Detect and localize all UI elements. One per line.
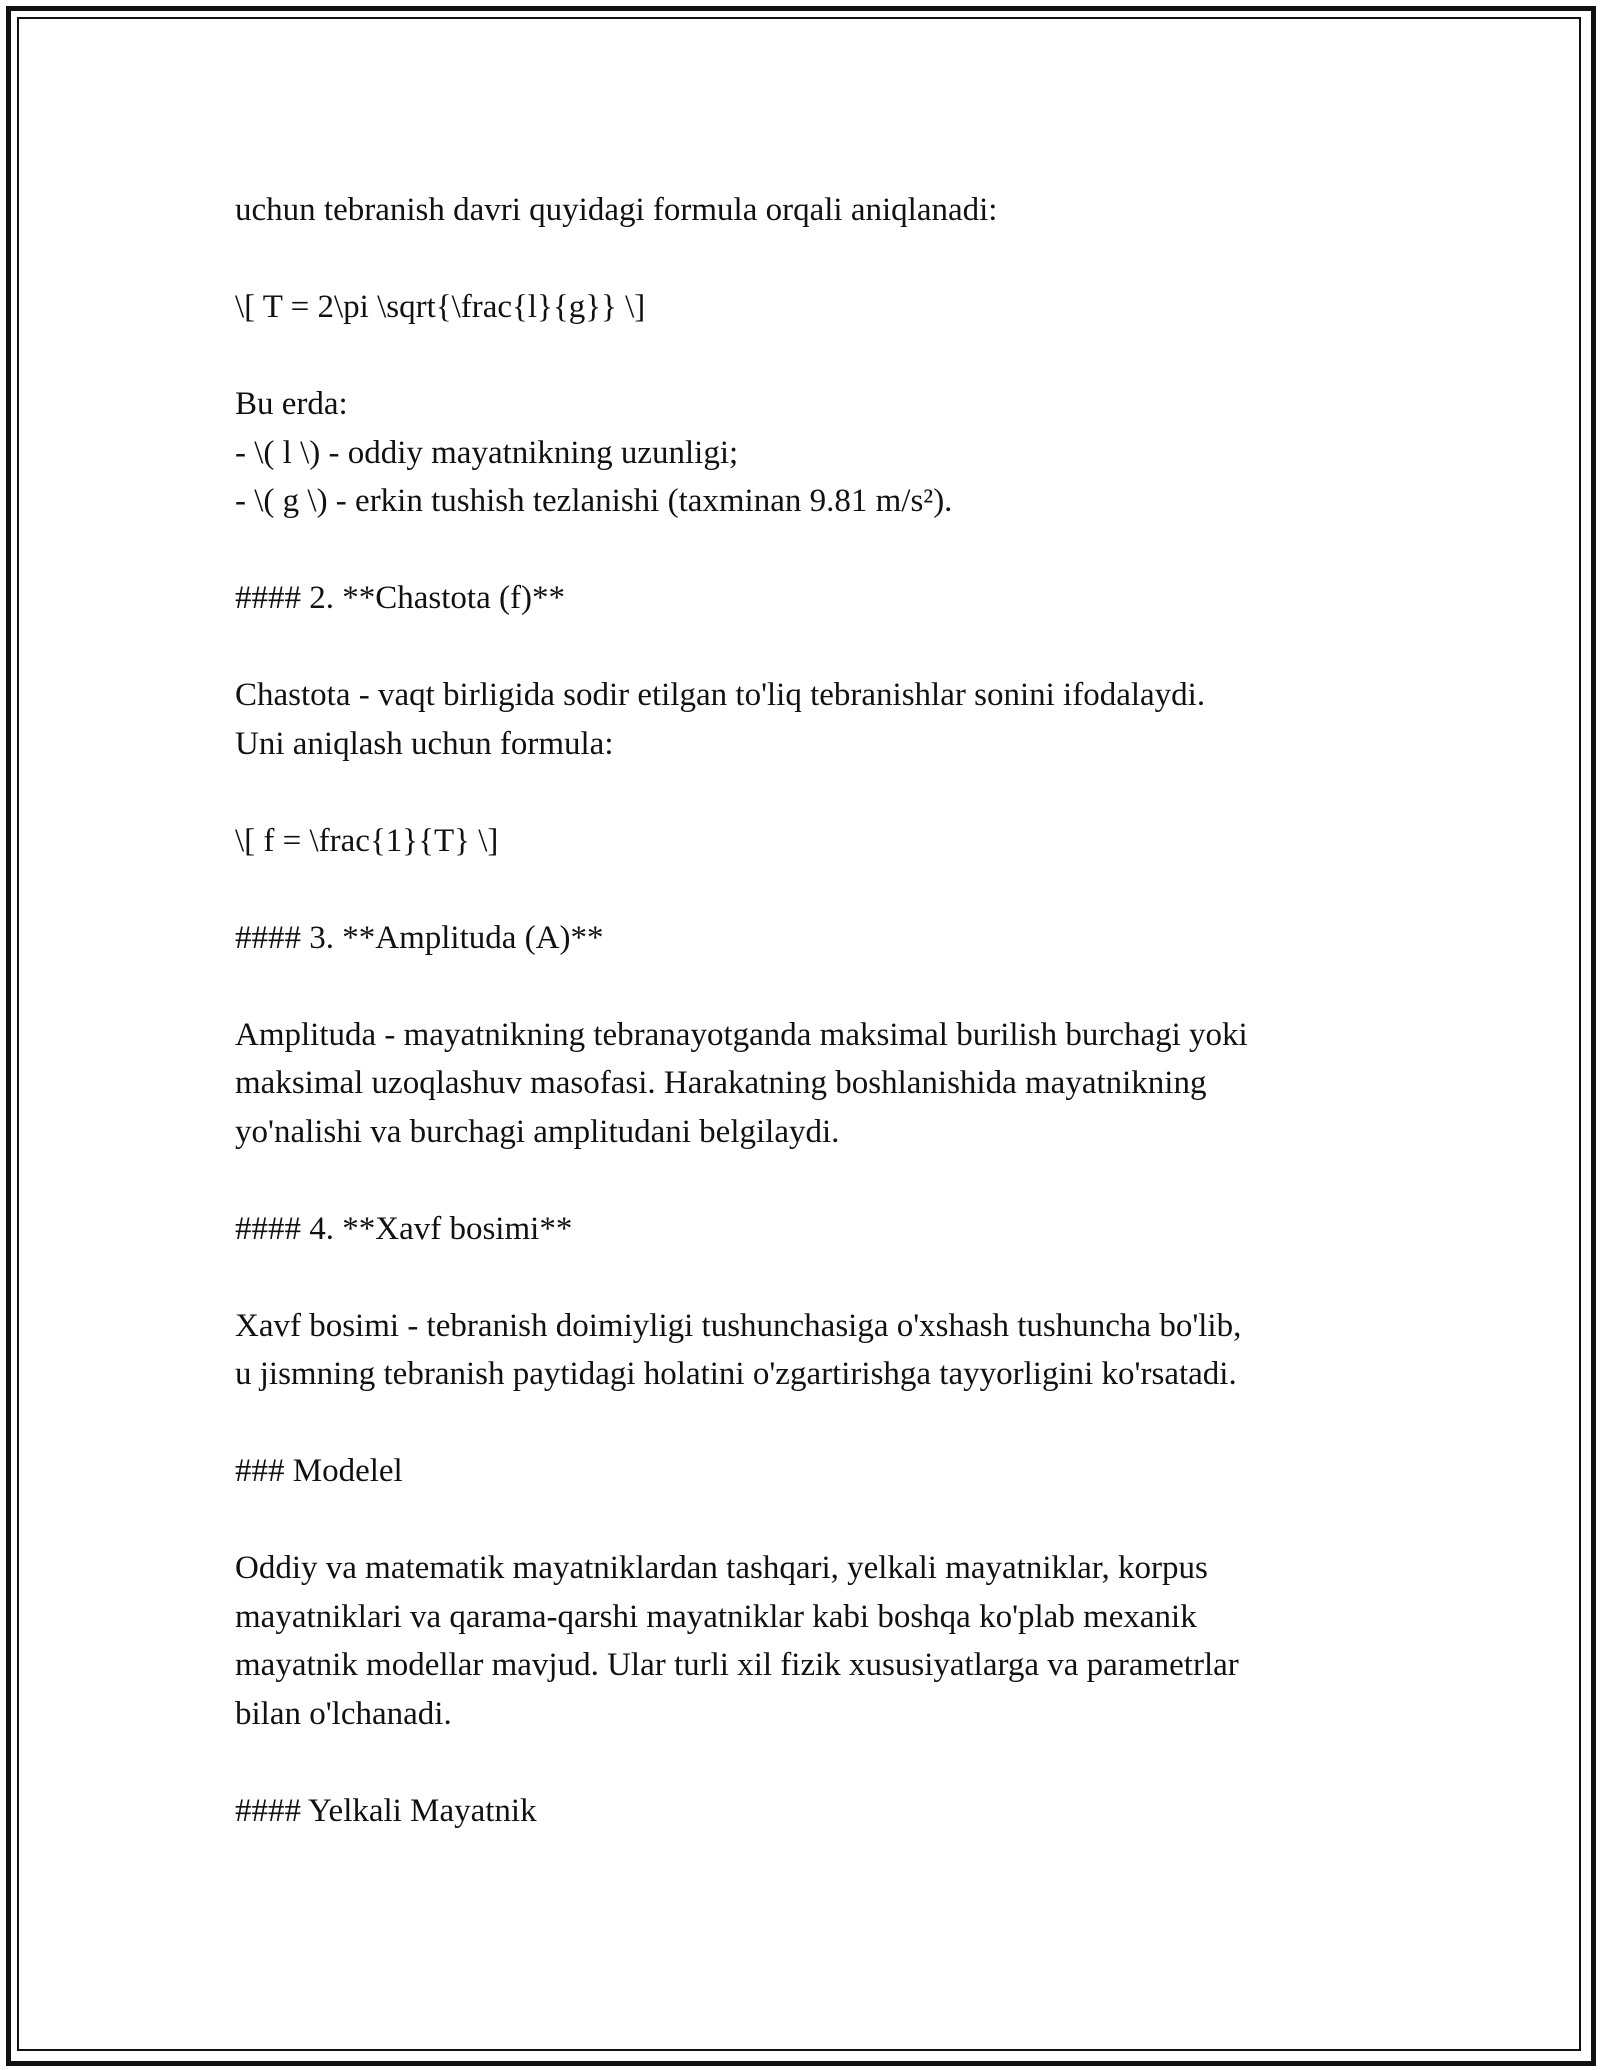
text-line: Bu erda: [235,386,348,422]
blank-line [235,623,1385,672]
blank-line [235,1253,1385,1302]
section-heading: ### Modelel [235,1453,403,1489]
blank-line [235,1496,1385,1545]
text-line: maksimal uzoqlashuv masofasi. Harakatning boshlanishida mayatnikning [235,1065,1207,1101]
text-line: Amplituda - mayatnikning tebranayotganda maksimal burilish burchagi yoki [235,1016,1248,1053]
blank-line [235,1738,1385,1787]
text-line: Uni aniqlash uchun formula: [235,725,614,762]
text-line: yo'nalishi va burchagi amplitudani belgilaydi. [235,1113,840,1150]
blank-line [235,332,1385,381]
text-line: mayatniklari va qarama-qarshi mayatniklar kabi boshqa ko'plab mexanik [235,1598,1197,1635]
text-line: Oddiy va matematik mayatniklardan tashqari, yelkali mayatniklar, korpus [235,1550,1208,1586]
formula-period: \[ T = 2\pi \sqrt{\frac{l}{g}} \] [235,289,646,325]
text-line: bilan o'lchanadi. [235,1695,452,1732]
blank-line [235,1156,1385,1205]
blank-line [235,1399,1385,1448]
text-line: uchun tebranish davri quyidagi formula orqali aniqlanadi: [235,192,998,228]
blank-line [235,865,1385,914]
blank-line [235,526,1385,575]
section-heading: #### Yelkali Mayatnik [235,1792,537,1829]
blank-line [235,235,1385,284]
formula-frequency: \[ f = \frac{1}{T} \] [235,822,499,859]
section-heading: #### 2. **Chastota (f)** [235,580,565,616]
text-line: u jismning tebranish paytidagi holatini o'zgartirishga tayyorligini ko'rsatadi. [235,1356,1237,1392]
document-body [235,186,1385,1835]
section-heading: #### 3. **Amplituda (A)** [235,919,604,956]
list-item: - \( g \) - erkin tushish tezlanishi (taxminan 9.81 m/s²). [235,483,953,519]
section-heading: #### 4. **Xavf bosimi** [235,1210,573,1247]
text-line: Chastota - vaqt birligida sodir etilgan to'liq tebranishlar sonini ifodalaydi. [235,677,1206,713]
list-item: - \( l \) - oddiy mayatnikning uzunligi; [235,434,739,471]
blank-line [235,962,1385,1011]
text-line: Xavf bosimi - tebranish doimiyligi tushunchasiga o'xshash tushuncha bo'lib, [235,1307,1242,1344]
blank-line [235,768,1385,817]
text-line: mayatnik modellar mavjud. Ular turli xil fizik xususiyatlarga va parametrlar [235,1647,1239,1683]
